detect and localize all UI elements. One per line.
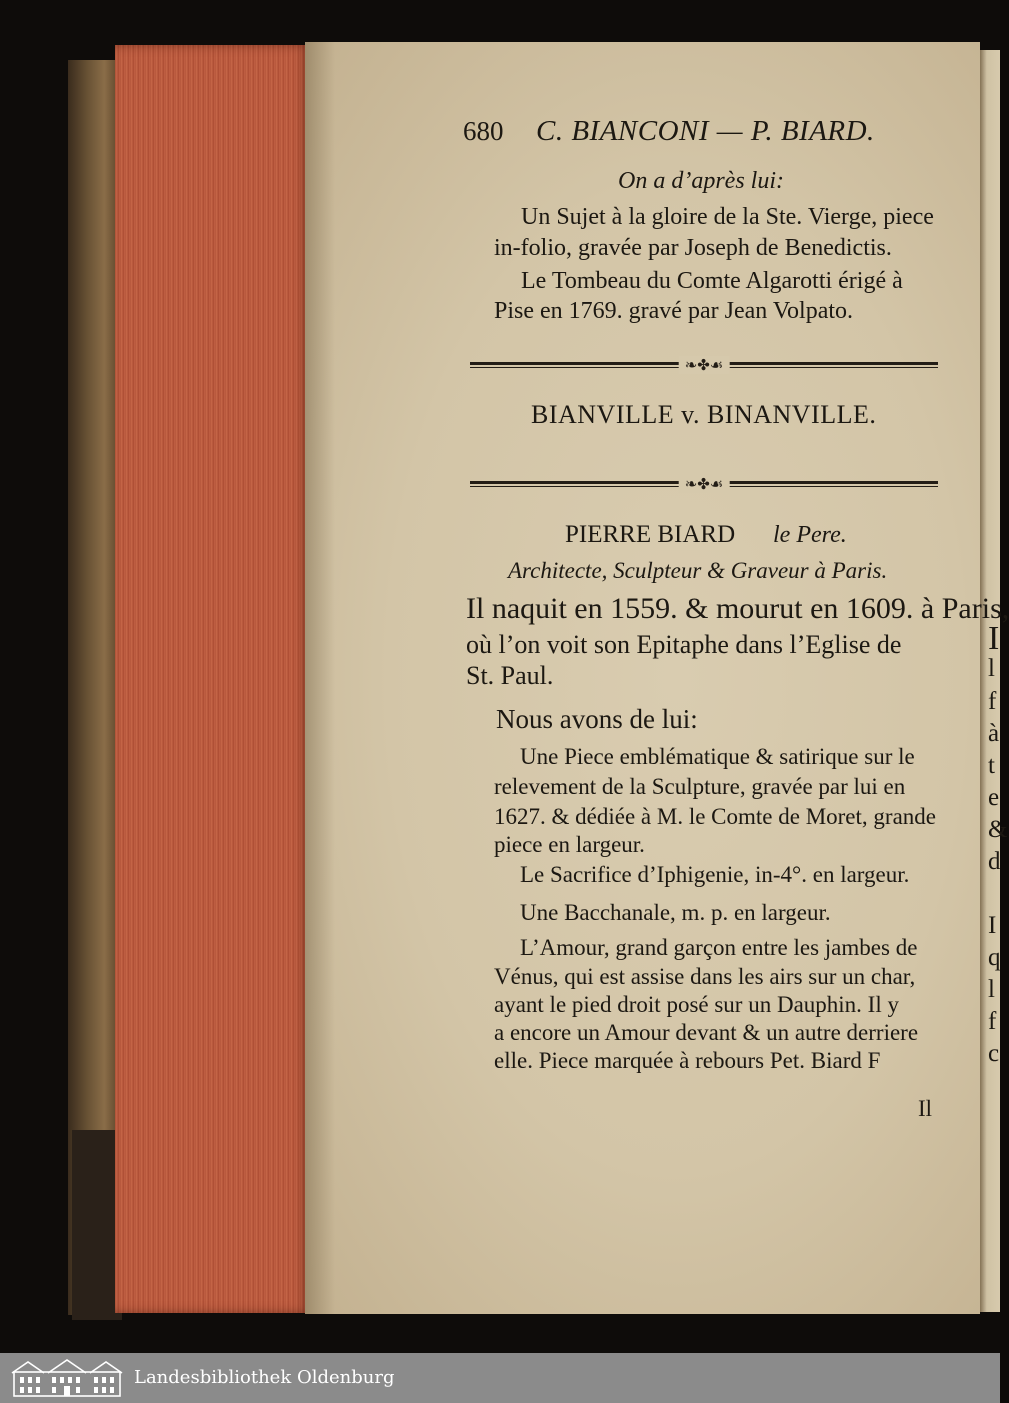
text-line: a encore un Amour devant & un autre derriere [494, 1020, 919, 1045]
text-line: où l’on voit son Epitaphe dans l’Eglise de [466, 630, 902, 659]
text-line: Une Bacchanale, m. p. en largeur. [520, 900, 831, 925]
text-line: Le Tombeau du Comte Algarotti érigé à [521, 268, 903, 294]
text-line: St. Paul. [466, 661, 554, 690]
text-line: Le Sacrifice d’Iphigenie, in-4°. en largeur. [520, 862, 910, 887]
text-line: ayant le pied droit posé sur un Dauphin. Il y [494, 992, 899, 1017]
page-number: 680 [463, 116, 504, 146]
text-line: Une Piece emblématique & satirique sur le [520, 744, 915, 769]
text-line: in-folio, gravée par Joseph de Benedictis. [494, 235, 892, 261]
artist-profession: Architecte, Sculpteur & Graveur à Paris. [508, 558, 888, 583]
facing-page-char: e [988, 784, 1000, 811]
library-building-icon [8, 1358, 126, 1398]
library-name: Landesbibliothek Oldenburg [134, 1367, 395, 1388]
artist-epithet: le Pere. [773, 522, 847, 548]
facing-page-char: à [988, 720, 1000, 747]
page-edges [115, 45, 310, 1313]
artist-name: PIERRE BIARD [565, 521, 736, 548]
facing-page-char: q [988, 944, 1001, 971]
facing-page-char: l [988, 976, 995, 1003]
facing-page-char: c [988, 1040, 1000, 1067]
library-footer [0, 1353, 1000, 1403]
text-line: piece en largeur. [494, 832, 645, 857]
facing-page-char: f [988, 688, 997, 715]
section-subhead: On a d’après lui: [618, 168, 784, 194]
works-heading: Nous avons de lui: [496, 704, 698, 734]
gutter-shadow [305, 42, 335, 1314]
facing-page-char: t [988, 752, 995, 779]
text-line: Vénus, qui est assise dans les airs sur un char, [494, 964, 916, 989]
text-line: relevement de la Sculpture, gravée par lui en [494, 774, 906, 799]
facing-page-char: f [988, 1008, 997, 1035]
facing-page-char: I [988, 620, 1000, 657]
facing-page-char: l [988, 655, 995, 682]
text-line: 1627. & dédiée à M. le Comte de Moret, grande [494, 804, 936, 829]
cross-reference-heading: BIANVILLE v. BINANVILLE. [531, 400, 877, 429]
text-line: elle. Piece marquée à rebours Pet. Biard F [494, 1048, 881, 1073]
text-line: Pise en 1769. gravé par Jean Volpato. [494, 298, 854, 324]
catchword: Il [918, 1096, 933, 1121]
facing-page-char: d [988, 848, 1001, 875]
running-title: C. BIANCONI — P. BIARD. [536, 115, 875, 147]
text-line: Un Sujet à la gloire de la Ste. Vierge, piece [521, 204, 934, 230]
facing-page-char: & [988, 816, 1008, 843]
facing-page-char: I [988, 912, 997, 939]
ornamental-rule: ❧✤☙ [470, 481, 938, 489]
text-line: Il naquit en 1559. & mourut en 1609. à Paris, [466, 592, 1009, 625]
book-page [305, 42, 980, 1314]
text-line: L’Amour, grand garçon entre les jambes de [520, 935, 918, 960]
book-cover [68, 60, 120, 1315]
ornamental-rule: ❧✤☙ [470, 362, 938, 370]
